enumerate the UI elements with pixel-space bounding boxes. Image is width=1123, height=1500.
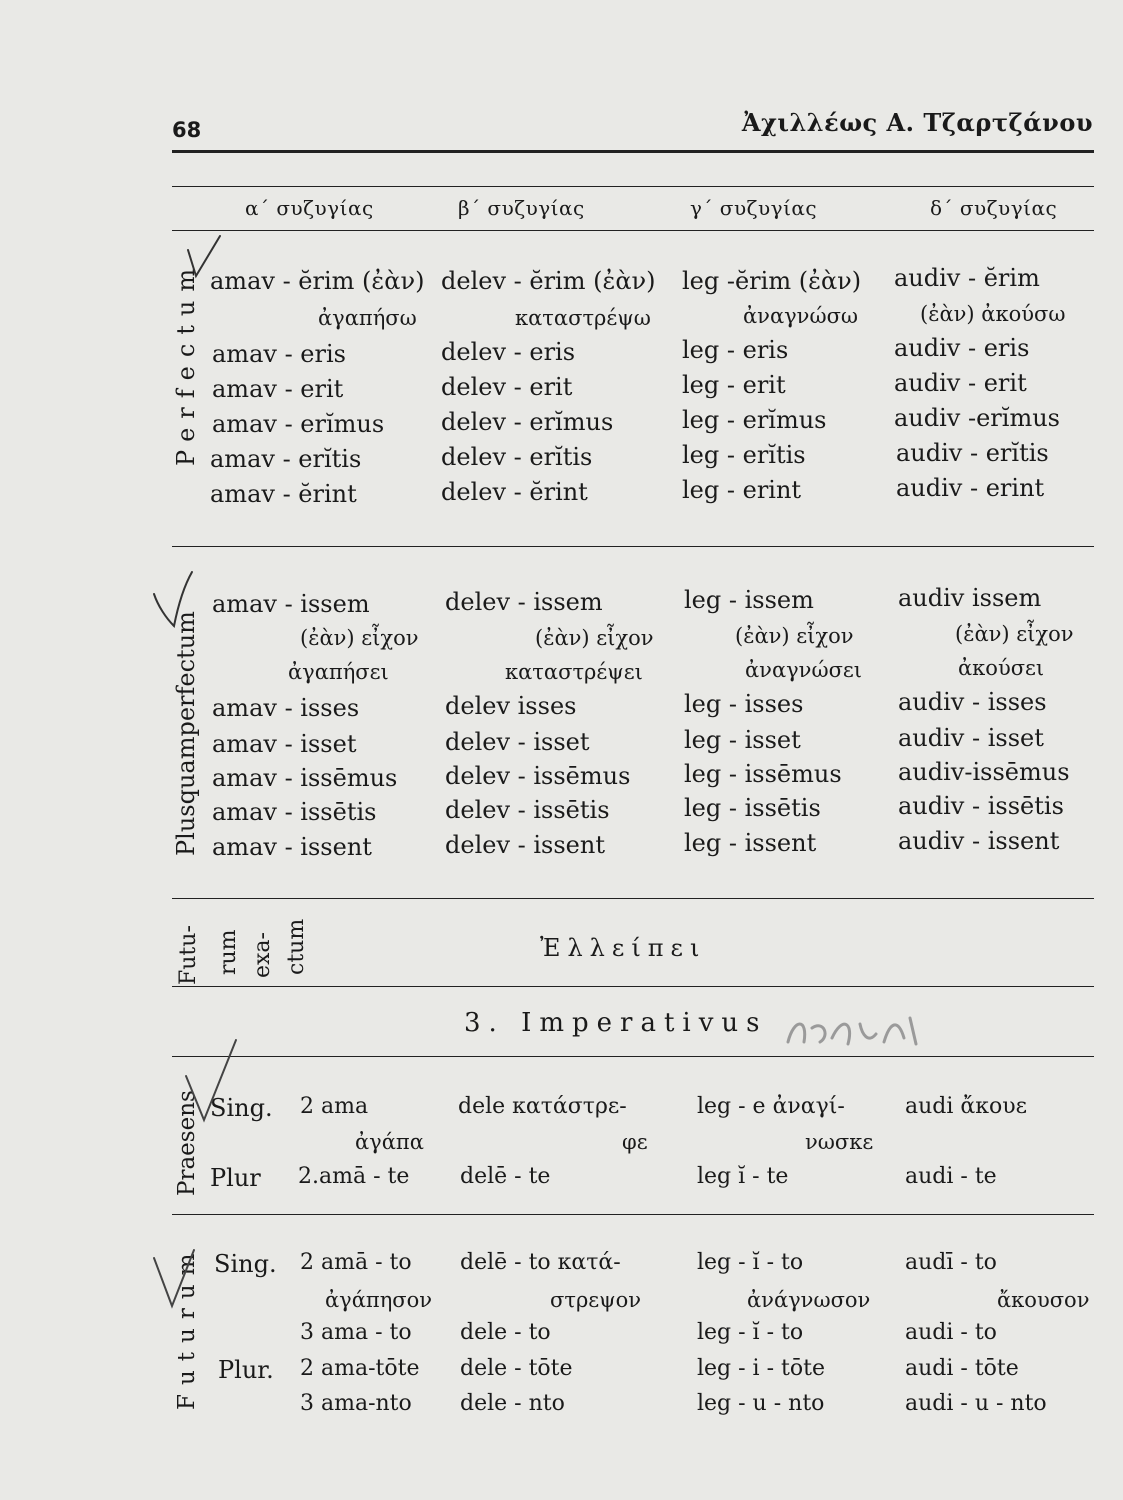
table-row: leg - issēmus: [684, 760, 842, 788]
greek-gloss: (ἐὰν) εἶχον: [735, 624, 854, 648]
table-row: leg - issētis: [684, 794, 821, 822]
section-label-plusquamperfectum: Plusquamperfectum: [172, 611, 200, 856]
check-mark-icon: [180, 1036, 250, 1126]
col-head-4: δ΄ συζυγίας: [930, 196, 1058, 220]
table-row: amav - isset: [212, 730, 357, 758]
table-row: delē - te: [460, 1164, 551, 1189]
check-mark-icon: [148, 566, 208, 646]
check-mark-icon: [180, 232, 240, 292]
table-row: leg -ĕrim (ἐὰν): [682, 267, 862, 295]
table-row: amav - erĭmus: [212, 410, 385, 438]
col-head-2: β΄ συζυγίας: [458, 196, 585, 220]
table-row: amav - issētis: [212, 798, 377, 826]
table-row: leg - i - tōte: [697, 1356, 825, 1381]
table-row: leg - erit: [682, 371, 786, 399]
table-row: delev - issētis: [445, 796, 610, 824]
greek-gloss: ἀγάπησον: [325, 1288, 433, 1312]
rule: [172, 546, 1094, 547]
check-mark-icon: [150, 1246, 210, 1316]
table-row: 2 amā - to: [300, 1250, 412, 1275]
greek-gloss: (ἐὰν) ἀκούσω: [920, 302, 1066, 326]
table-row: audiv - isses: [898, 688, 1047, 716]
table-row: amav - issēmus: [212, 764, 398, 792]
table-row: audī - to: [905, 1250, 997, 1275]
col-head-1: α΄ συζυγίας: [245, 196, 374, 220]
greek-gloss: ἄκουσον: [997, 1288, 1090, 1312]
greek-gloss: ἀγαπήσει: [288, 660, 389, 684]
table-row: amav - issent: [212, 833, 372, 861]
table-row: leg - ĭ - to: [697, 1250, 804, 1275]
table-row: delev - isset: [445, 728, 590, 756]
rule: [172, 230, 1094, 231]
section-label-futurum: Futurum: [174, 1244, 200, 1410]
col-head-3: γ΄ συζυγίας: [690, 196, 818, 220]
sing-tag: Sing.: [210, 1094, 273, 1122]
table-row: 2 ama: [300, 1094, 369, 1119]
table-row: 2 ama-tōte: [300, 1356, 420, 1381]
table-row: amav - ĕrint: [210, 480, 357, 508]
table-row: leg - issem: [684, 586, 814, 614]
table-row: amav - issem: [212, 590, 370, 618]
table-row: leg - u - nto: [697, 1391, 825, 1416]
header-rule: [172, 150, 1094, 153]
table-row: amav - erĭtis: [210, 445, 362, 473]
rule: [172, 186, 1094, 187]
greek-gloss: ἀγαπήσω: [318, 306, 417, 330]
table-row: amav - ĕrim (ἐὰν): [210, 267, 425, 295]
greek-gloss: (ἐὰν) εἶχον: [535, 626, 654, 650]
table-row: amav - eris: [212, 340, 346, 368]
table-row: 2.amā - te: [298, 1164, 410, 1189]
greek-gloss: (ἐὰν) εἶχον: [300, 626, 419, 650]
table-row: amav - isses: [212, 694, 360, 722]
greek-gloss: στρεψον: [550, 1288, 642, 1312]
table-row: audiv - ĕrim: [894, 264, 1040, 292]
table-row: delev - erĭmus: [441, 408, 614, 436]
table-row: amav - erit: [212, 375, 344, 403]
sing-tag: Sing.: [214, 1250, 277, 1278]
greek-gloss: καταστρέψει: [505, 660, 643, 684]
table-row: leg ĭ - te: [697, 1164, 789, 1189]
table-row: audi - u - nto: [905, 1391, 1047, 1416]
table-row: delev - erĭtis: [441, 443, 593, 471]
table-row: 3 ama - to: [300, 1320, 412, 1345]
table-row: audiv - issent: [898, 827, 1060, 855]
table-row: audiv - eris: [894, 334, 1030, 362]
table-row: delev - issem: [445, 588, 603, 616]
table-row: leg - e ἀναγί-: [697, 1094, 845, 1119]
table-row: leg - erint: [682, 476, 802, 504]
table-row: 3 ama-nto: [300, 1391, 412, 1416]
greek-gloss: ἀκούσει: [958, 656, 1045, 680]
section-label-futurum-exactum-4: ctum: [284, 918, 309, 975]
table-row: leg - eris: [682, 336, 789, 364]
greek-gloss: ἀναγνώσω: [743, 304, 859, 328]
table-row: audiv -erĭmus: [894, 404, 1060, 432]
table-row: audiv - erint: [896, 474, 1045, 502]
table-row: dele κατάστρε-: [458, 1094, 627, 1119]
section-label-futurum-exactum-1: Futu-: [176, 925, 201, 985]
table-row: audiv - issētis: [898, 792, 1064, 820]
table-row: audiv - isset: [898, 724, 1044, 752]
table-row: audiv issem: [898, 584, 1042, 612]
section-label-futurum-exactum-3: exa-: [250, 932, 275, 978]
greek-gloss: ἀνάγνωσον: [747, 1288, 871, 1312]
table-row: audiv - erĭtis: [896, 439, 1049, 467]
table-row: delē - to κατά-: [460, 1250, 621, 1275]
table-row: audi - to: [905, 1320, 997, 1345]
greek-gloss: ἀγάπα: [355, 1130, 424, 1154]
section-title-imperativus: 3. Imperativus: [464, 1008, 768, 1038]
rule: [172, 1214, 1094, 1215]
running-header-author: Ἀχιλλέως Α. Τζαρτζάνου: [741, 108, 1093, 137]
section-label-futurum-exactum-2: rum: [216, 929, 241, 975]
table-row: delev - issent: [445, 831, 605, 859]
table-row: dele - to: [460, 1320, 551, 1345]
table-row: leg - erĭtis: [682, 441, 806, 469]
table-row: delev - issēmus: [445, 762, 631, 790]
table-row: leg - erĭmus: [682, 406, 827, 434]
table-row: delev - erit: [441, 373, 573, 401]
section-label-perfectum: Perfectum: [172, 259, 200, 466]
plur-tag: Plur.: [218, 1356, 274, 1384]
table-row: audi - tōte: [905, 1356, 1019, 1381]
table-row: dele - nto: [460, 1391, 565, 1416]
rule: [172, 898, 1094, 899]
table-row: leg - isset: [684, 726, 801, 754]
table-row: delev - eris: [441, 338, 576, 366]
greek-gloss: καταστρέψω: [515, 306, 651, 330]
plur-tag: Plur: [210, 1164, 261, 1192]
rule: [172, 1056, 1094, 1057]
handwritten-scribble: [780, 1008, 940, 1058]
table-row: audiv-issēmus: [898, 758, 1070, 786]
rule: [172, 986, 1094, 987]
greek-gloss: (ἐὰν) εἶχον: [955, 622, 1074, 646]
table-row: delev - ĕrint: [441, 478, 588, 506]
page-number: 68: [172, 118, 202, 142]
greek-gloss: νωσκε: [805, 1130, 874, 1154]
section-label-praesens: Praesens: [174, 1090, 200, 1196]
table-row: leg - issent: [684, 829, 817, 857]
missing-note: Ἐλλείπει: [540, 934, 707, 962]
table-row: leg - ĭ - to: [697, 1320, 804, 1345]
table-row: leg - isses: [684, 690, 804, 718]
table-row: delev - ĕrim (ἐὰν): [441, 267, 656, 295]
table-row: dele - tōte: [460, 1356, 573, 1381]
table-row: audi ἄκουε: [905, 1094, 1028, 1119]
table-row: audi - te: [905, 1164, 997, 1189]
greek-gloss: ἀναγνώσει: [745, 658, 863, 682]
greek-gloss: φε: [622, 1130, 648, 1154]
table-row: delev isses: [445, 692, 577, 720]
table-row: audiv - erit: [894, 369, 1027, 397]
